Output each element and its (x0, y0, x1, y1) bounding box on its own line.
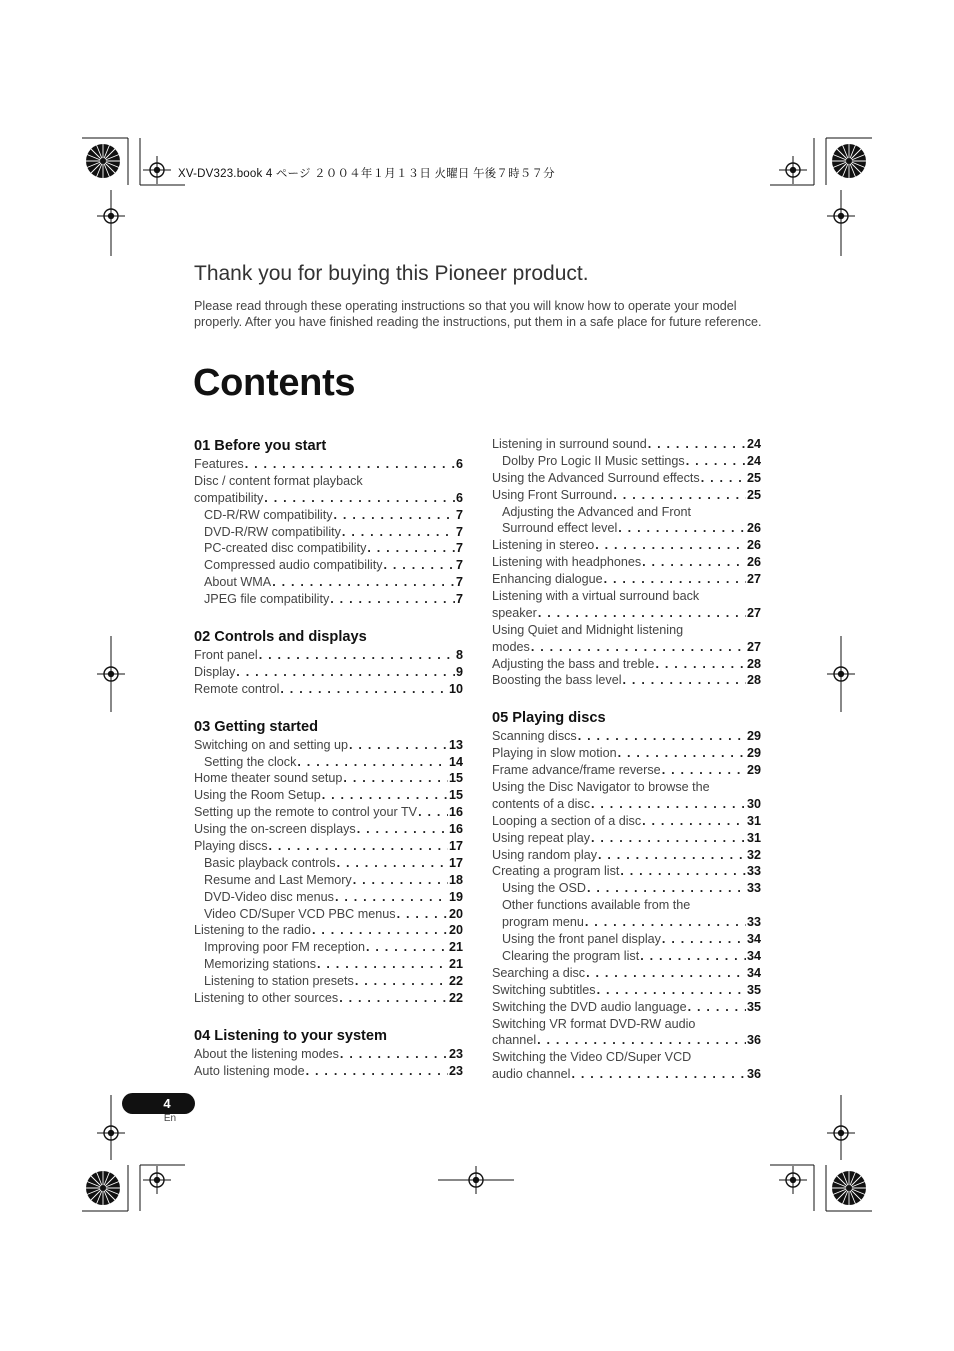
toc-entry-text: Clearing the program list (502, 948, 640, 963)
leader-dots (640, 948, 746, 965)
toc-entry-text: Switching the Video CD/Super VCD (492, 1050, 692, 1065)
toc-entry-text: Home theater sound setup (194, 771, 343, 786)
toc-page-number: 30 (746, 796, 761, 811)
leader-dots (280, 681, 448, 698)
leader-dots (337, 855, 448, 872)
leader-dots (585, 914, 746, 931)
toc-page-number: 20 (448, 923, 463, 938)
leader-dots (618, 745, 746, 762)
toc-entry-text: CD-R/RW compatibility (204, 507, 333, 522)
toc-entry-text: Improving poor FM reception (204, 940, 365, 955)
toc-entry-text: Surround effect level (502, 521, 618, 536)
toc-entry-radio[interactable] (194, 922, 463, 939)
leader-dots (537, 1032, 746, 1049)
toc-entry-subtitles[interactable] (492, 982, 761, 999)
toc-entry-slow-motion[interactable] (492, 745, 761, 762)
contents-title: Contents (193, 362, 356, 404)
toc-entry-repeat[interactable] (492, 830, 761, 847)
leader-dots (384, 557, 455, 574)
toc-entry-clock[interactable] (194, 754, 463, 771)
toc-entry-headphones[interactable] (492, 554, 761, 571)
section-heading-04: 04 Listening to your system (194, 1027, 388, 1044)
toc-page-number: 10 (448, 681, 463, 696)
toc-entry-switching-on[interactable] (194, 737, 463, 754)
leader-dots (578, 728, 746, 745)
toc-page-number: 7 (455, 558, 463, 573)
toc-entry-wma[interactable] (194, 574, 463, 591)
leader-dots (688, 999, 746, 1016)
page-number: 4 (163, 1096, 171, 1111)
leader-dots (397, 906, 448, 923)
toc-entry-text: Listening with a virtual surround back (492, 589, 700, 604)
leader-dots (335, 889, 448, 906)
toc-page-number: 15 (448, 771, 463, 786)
leader-dots (367, 540, 455, 557)
section-heading-01: 01 Before you start (194, 438, 327, 454)
leader-dots (598, 847, 746, 864)
toc-entry-presets[interactable] (194, 973, 463, 990)
toc-entry-text: Using the front panel display (502, 932, 661, 947)
toc-page-number: 19 (448, 889, 463, 904)
toc-page-number: 35 (746, 999, 761, 1014)
toc-entry-clearing-list[interactable] (492, 948, 761, 965)
toc-page-number: 24 (746, 453, 761, 468)
toc-entry-program-list[interactable] (492, 863, 761, 880)
toc-entry-text: Features (194, 457, 244, 471)
toc-entry-features[interactable] (194, 456, 463, 473)
leader-dots (312, 922, 448, 939)
section-heading-03: 03 Getting started (194, 718, 319, 735)
toc-entry-vcd-channel[interactable] (492, 1066, 761, 1083)
toc-entry-front-panel[interactable] (194, 647, 463, 664)
intro-paragraph: Please read through these operating instructions so that you will know how to operate your model properly. After you have finished reading the instructions, put them in a safe place for future reference. (194, 299, 762, 329)
toc-entry-text: Searching a disc (492, 965, 586, 980)
toc-entry-text: Resume and Last Memory (204, 872, 352, 887)
toc-entry-text: Playing in slow motion (492, 746, 617, 761)
toc-entry-text: Using the Room Setup (194, 788, 321, 803)
toc-page-number: 28 (746, 673, 761, 688)
toc-left-column (194, 436, 463, 1080)
toc-page-number: 16 (448, 822, 463, 837)
leader-dots (662, 762, 746, 779)
toc-entry-text: speaker (492, 605, 537, 620)
toc-entry-disc-navigator[interactable] (492, 796, 761, 813)
toc-entry-text: Boosting the bass level (492, 673, 622, 688)
toc-entry-text: Setting the clock (204, 754, 297, 769)
toc-page-number: 32 (746, 847, 761, 862)
toc-page-number: 16 (448, 805, 463, 820)
toc-entry-text: modes (492, 639, 530, 654)
toc-page-number: 31 (746, 813, 761, 828)
toc-page-number: 33 (746, 864, 761, 879)
toc-page-number: 25 (746, 487, 761, 502)
toc-entry-text: DVD-R/RW compatibility (204, 524, 341, 539)
toc-entry-text: Remote control (194, 681, 280, 696)
section-spacer (492, 689, 761, 708)
toc-entry-text: JPEG file compatibility (204, 592, 330, 607)
toc-entry-dvdr[interactable] (194, 524, 463, 541)
leader-dots (297, 754, 448, 771)
toc-page-number: 31 (746, 830, 761, 845)
toc-page-number: 27 (746, 605, 761, 620)
toc-entry-text: Switching on and setting up (194, 737, 349, 752)
leader-dots (538, 605, 746, 622)
toc-entry-osd[interactable] (492, 880, 761, 897)
toc-entry-display[interactable] (194, 664, 463, 681)
leader-dots (662, 931, 746, 948)
section-spacer (194, 1007, 463, 1026)
toc-entry-text: Setting up the remote to control your TV (194, 805, 418, 820)
toc-page-number: 6 (455, 457, 463, 471)
leader-dots (259, 647, 455, 664)
leader-dots (349, 737, 448, 754)
toc-entry-pc-disc[interactable] (194, 540, 463, 557)
leader-dots (613, 487, 746, 504)
leader-dots (269, 838, 448, 855)
toc-entry-text: channel (492, 1033, 537, 1048)
toc-entry-text: Switching the DVD audio language (492, 999, 687, 1014)
toc-page-number: 7 (455, 524, 463, 539)
toc-entry-text: Switching subtitles (492, 982, 596, 997)
toc-entry-text: audio channel (492, 1067, 571, 1082)
toc-entry-remote-tv[interactable] (194, 804, 463, 821)
toc-entry-text: contents of a disc (492, 796, 591, 811)
toc-entry-scanning[interactable] (492, 728, 761, 745)
toc-entry-text: Listening to other sources (194, 991, 339, 1006)
toc-entry-searching[interactable] (492, 965, 761, 982)
leader-dots (236, 664, 455, 681)
toc-entry-basic-playback[interactable] (194, 855, 463, 872)
toc-entry-advanced-surround[interactable] (492, 470, 761, 487)
toc-entry-text: Frame advance/frame reverse (492, 763, 661, 778)
leader-dots (531, 639, 746, 656)
toc-entry-front-surround[interactable] (492, 487, 761, 504)
toc-entry-dvd-menus[interactable] (194, 889, 463, 906)
toc-entry-remote[interactable] (194, 681, 463, 698)
leader-dots (366, 939, 448, 956)
toc-page-number: 7 (455, 592, 463, 607)
toc-page-number: 27 (746, 572, 761, 587)
leader-dots (618, 520, 746, 537)
toc-entry-dialogue[interactable] (492, 571, 761, 588)
toc-entry-front-panel-display[interactable] (492, 931, 761, 948)
leader-dots (655, 656, 746, 673)
toc-entry-text: Basic playback controls (204, 855, 336, 870)
toc-page-number: 35 (746, 982, 761, 997)
toc-entry-text: Other functions available from the (502, 898, 691, 913)
leader-dots (642, 554, 746, 571)
toc-page-number: 21 (448, 940, 463, 955)
toc-entry-bass-level[interactable] (492, 672, 761, 689)
toc-entry-effect-level[interactable] (492, 520, 761, 537)
toc-page-number: 36 (746, 1067, 761, 1082)
leader-dots (648, 436, 746, 453)
toc-entry-text: About the listening modes (194, 1046, 339, 1061)
toc-page-number: 20 (448, 906, 463, 921)
toc-page-number: 21 (448, 957, 463, 972)
section-heading-05: 05 Playing discs (492, 710, 606, 727)
leader-dots (595, 537, 746, 554)
leader-dots (355, 973, 448, 990)
leader-dots (587, 880, 746, 897)
toc-entry-text: Using the on-screen displays (194, 822, 356, 837)
leader-dots (245, 456, 455, 473)
toc-page-number: 26 (746, 538, 761, 553)
toc-page-number: 23 (448, 1046, 463, 1061)
toc-entry-text: compatibility (194, 490, 264, 505)
leader-dots (306, 1063, 448, 1080)
section-spacer (194, 698, 463, 717)
toc-entry-text: Enhancing dialogue (492, 572, 603, 587)
toc-page-number: 26 (746, 521, 761, 536)
toc-page-number: 22 (448, 991, 463, 1006)
leader-dots (418, 804, 448, 821)
toc-entry-listening-modes[interactable] (194, 1046, 463, 1063)
toc-entry-text: Listening in stereo (492, 538, 595, 553)
toc-entry-text: Auto listening mode (194, 1063, 305, 1078)
toc-page-number: 28 (746, 656, 761, 671)
toc-page-number: 27 (746, 639, 761, 654)
leader-dots (591, 830, 746, 847)
leader-dots (357, 821, 448, 838)
leader-dots (620, 863, 746, 880)
toc-page-number: 33 (746, 881, 761, 896)
toc-entry-text: Listening to station presets (204, 974, 354, 989)
toc-entry-jpeg[interactable] (194, 591, 463, 608)
toc-page-number: 13 (448, 737, 463, 752)
leader-dots (334, 507, 455, 524)
toc-entry-text: About WMA (204, 575, 272, 590)
toc-page-number: 24 (746, 437, 761, 451)
toc-entry-text: Disc / content format playback (194, 473, 363, 488)
toc-entry-text: Compressed audio compatibility (204, 558, 383, 573)
toc-page-number: 8 (455, 648, 463, 663)
toc-page-number: 7 (455, 575, 463, 590)
leader-dots (623, 672, 746, 689)
toc-page-number: 25 (746, 470, 761, 485)
toc-page-number: 14 (448, 754, 463, 769)
leader-dots (586, 965, 746, 982)
toc-entry-random[interactable] (492, 847, 761, 864)
toc-page-number: 33 (746, 915, 761, 930)
toc-entry-text: Using random play (492, 847, 597, 862)
toc-page-number: 6 (455, 490, 463, 505)
leader-dots (272, 574, 455, 591)
toc-entry-pro-logic[interactable] (492, 453, 761, 470)
toc-entry-pbc-menus[interactable] (194, 906, 463, 923)
leader-dots (604, 571, 746, 588)
toc-entry-playing-discs[interactable] (194, 838, 463, 855)
toc-page-number: 9 (455, 664, 463, 679)
toc-entry-surround[interactable] (492, 436, 761, 453)
toc-page-number: 26 (746, 555, 761, 570)
leader-dots (353, 872, 448, 889)
toc-page-number: 18 (448, 872, 463, 887)
toc-entry-audio-language[interactable] (492, 999, 761, 1016)
toc-entry-bass-treble[interactable] (492, 656, 761, 673)
toc-entry-text: Playing discs (194, 839, 268, 854)
toc-page-number: 29 (746, 746, 761, 761)
toc-entry-text: Video CD/Super VCD PBC menus (204, 906, 396, 921)
toc-entry-text: Scanning discs (492, 729, 577, 744)
toc-entry-fm-reception[interactable] (194, 939, 463, 956)
toc-page-number: 34 (746, 965, 761, 980)
toc-entry-room-setup[interactable] (194, 787, 463, 804)
toc-entry-stereo[interactable] (492, 537, 761, 554)
leader-dots (686, 453, 746, 470)
section-heading-02: 02 Controls and displays (194, 629, 367, 646)
toc-page-number: 7 (455, 507, 463, 522)
toc-entry-text: Listening to the radio (194, 923, 311, 938)
toc-entry-text: Dolby Pro Logic II Music settings (502, 453, 685, 468)
toc-entry-text: Adjusting the bass and treble (492, 656, 655, 671)
toc-entry-quiet-midnight[interactable] (492, 639, 761, 656)
thank-you-heading: Thank you for buying this Pioneer product. (194, 262, 589, 285)
toc-entry-other-sources[interactable] (194, 990, 463, 1007)
toc-entry-text: Listening with headphones (492, 555, 642, 570)
toc-page-number: 29 (746, 763, 761, 778)
toc-page-number: 29 (746, 729, 761, 744)
leader-dots (591, 796, 746, 813)
leader-dots (340, 1046, 448, 1063)
toc-entry-resume[interactable] (194, 872, 463, 889)
toc-page-number: 17 (448, 855, 463, 870)
page-language: En (163, 1113, 177, 1124)
toc-page-number: 15 (448, 788, 463, 803)
toc-page-number: 36 (746, 1033, 761, 1048)
toc-entry-text: Display (194, 664, 236, 679)
toc-entry-text: Using the OSD (502, 881, 586, 896)
toc-entry-text: Switching VR format DVD-RW audio (492, 1016, 696, 1031)
toc-entry-text: program menu (502, 915, 584, 930)
toc-entry-frame-advance[interactable] (492, 762, 761, 779)
toc-entry-text: DVD-Video disc menus (204, 889, 334, 904)
toc-entry-program-menu[interactable] (492, 914, 761, 931)
toc-page-number: 22 (448, 974, 463, 989)
toc-entry-compatibility[interactable] (194, 490, 463, 507)
leader-dots (597, 982, 746, 999)
toc-entry-text: Using the Disc Navigator to browse the (492, 780, 710, 795)
toc-page-number: 34 (746, 932, 761, 947)
toc-entry-text: Looping a section of a disc (492, 813, 642, 828)
leader-dots (330, 591, 455, 608)
toc-entry-text: Using Quiet and Midnight listening (492, 622, 684, 637)
leader-dots (342, 524, 455, 541)
toc-page-number: 7 (455, 541, 463, 556)
section-spacer (194, 608, 463, 627)
toc-entry-compressed-audio[interactable] (194, 557, 463, 574)
toc-right-column (492, 436, 761, 1083)
leader-dots (343, 770, 448, 787)
toc-entry-text: Using the Advanced Surround effects (492, 470, 700, 485)
leader-dots (322, 787, 448, 804)
leader-dots (571, 1066, 746, 1083)
toc-entry-on-screen[interactable] (194, 821, 463, 838)
toc-entry-text: Memorizing stations (204, 957, 316, 972)
toc-entry-text: Using Front Surround (492, 487, 613, 502)
toc-page-number: 34 (746, 948, 761, 963)
toc-entry-text: PC-created disc compatibility (204, 541, 367, 556)
toc-entry-virtual-speaker[interactable] (492, 605, 761, 622)
leader-dots (339, 990, 448, 1007)
toc-entry-text: Creating a program list (492, 864, 620, 879)
toc-entry-text: Listening in surround sound (492, 437, 647, 451)
leader-dots (264, 490, 455, 507)
toc-entry-cdr[interactable] (194, 507, 463, 524)
toc-entry-text: Front panel (194, 648, 258, 663)
toc-entry-auto-listening[interactable] (194, 1063, 463, 1080)
toc-entry-text: Using repeat play (492, 830, 591, 845)
leader-dots (317, 956, 448, 973)
toc-page-number: 17 (448, 839, 463, 854)
print-file-header: XV-DV323.book 4 ページ ２００４年１月１３日 火曜日 午後７時５７分 (178, 168, 555, 180)
toc-entry-memorizing[interactable] (194, 956, 463, 973)
toc-entry-vr-channel[interactable] (492, 1032, 761, 1049)
toc-page-number: 23 (448, 1063, 463, 1078)
leader-dots (701, 470, 746, 487)
toc-entry-text: Adjusting the Advanced and Front (502, 504, 692, 519)
toc-entry-looping[interactable] (492, 813, 761, 830)
leader-dots (642, 813, 746, 830)
toc-entry-sound-setup[interactable] (194, 770, 463, 787)
